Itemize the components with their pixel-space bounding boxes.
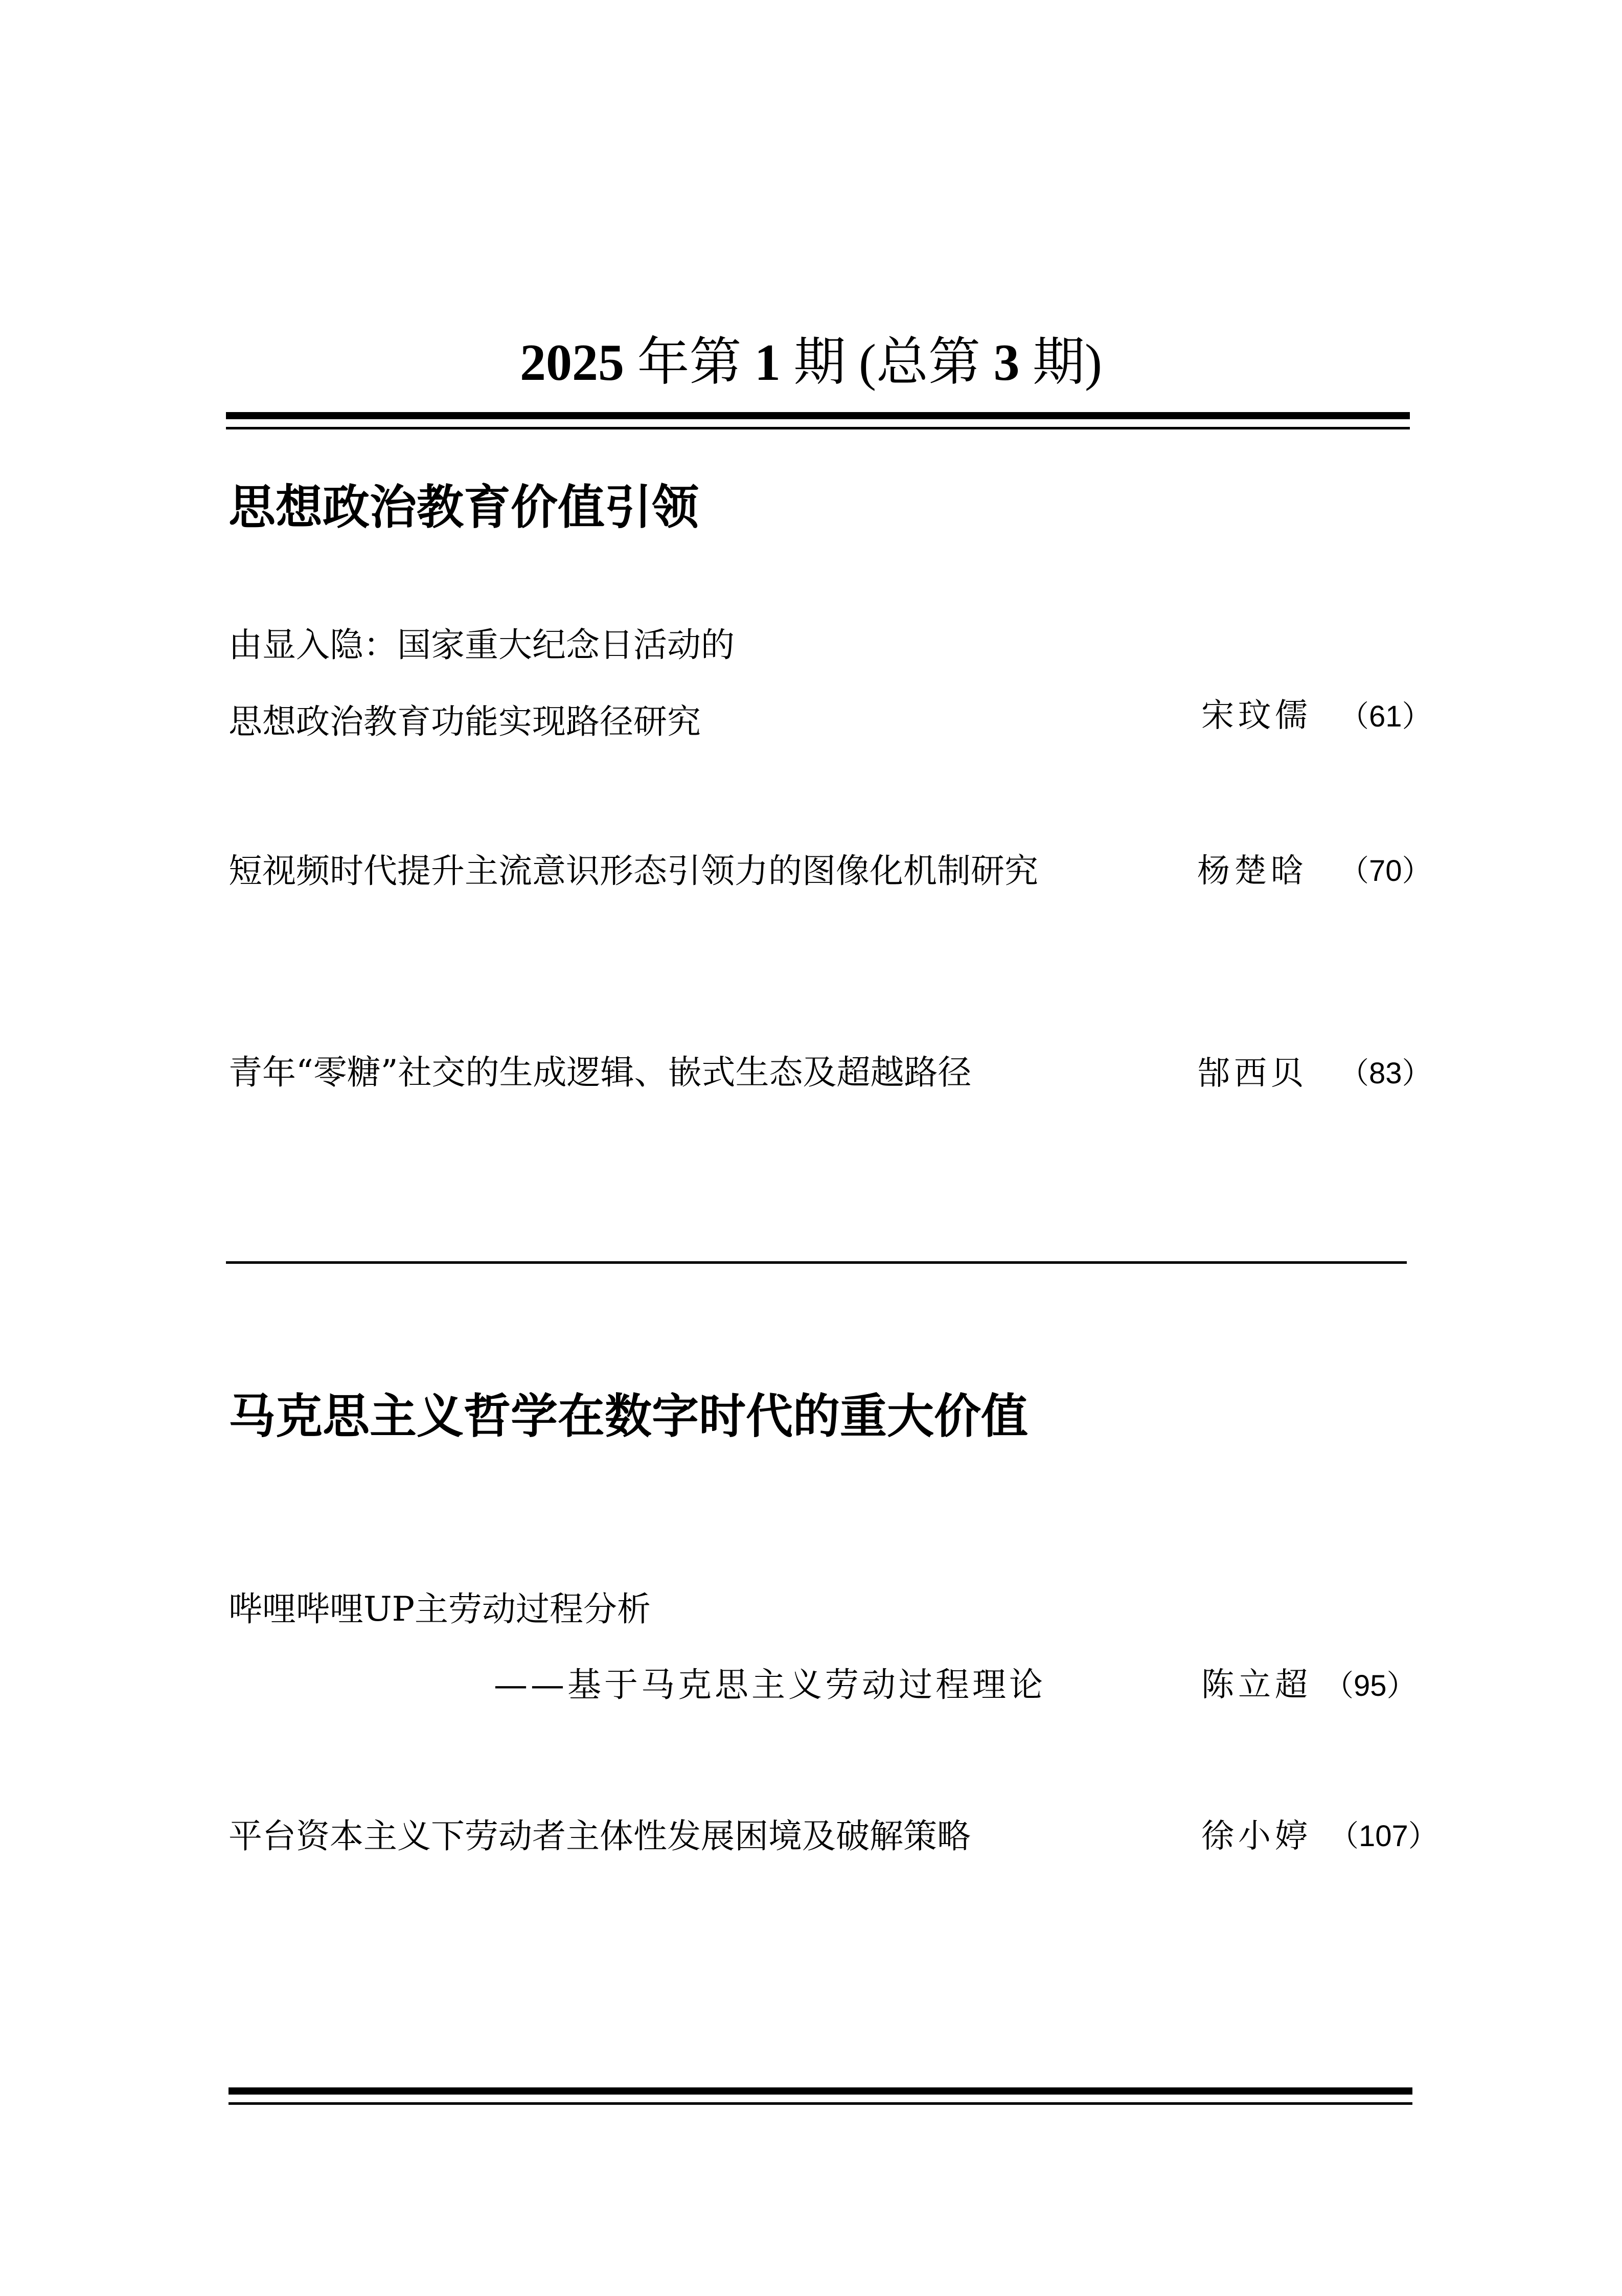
entry-title: 短视频时代提升主流意识形态引领力的图像化机制研究 xyxy=(229,851,1038,891)
issue-total: 3 xyxy=(993,334,1020,392)
section-heading: 马克思主义哲学在数字时代的重大价值 xyxy=(229,1389,1029,1444)
entry-page: （61） xyxy=(1339,700,1432,733)
bottom-rule-thin xyxy=(229,2102,1412,2105)
entry-page: （95） xyxy=(1324,1669,1417,1702)
bottom-rule-thick xyxy=(229,2087,1412,2095)
entry-title: 平台资本主义下劳动者主体性发展困境及破解策略 xyxy=(229,1816,971,1856)
issue-title xyxy=(0,332,1622,394)
section-divider xyxy=(226,1261,1407,1264)
top-rule-thin xyxy=(226,427,1410,429)
entry-subtitle: ——基于马克思主义劳动过程理论 xyxy=(494,1665,1046,1704)
entry-title: 青年“零糖”社交的生成逻辑、嵌式生态及超越路径 xyxy=(229,1053,972,1092)
issue-total-suffix: 期) xyxy=(1019,334,1102,392)
entry-title: 思想政治教育功能实现路径研究 xyxy=(229,702,701,741)
section-heading: 思想政治教育价值引领 xyxy=(229,480,699,535)
entry-title: 由显入隐：国家重大纪念日活动的 xyxy=(229,625,735,665)
entry-author: 徐小婷 xyxy=(1201,1817,1312,1855)
issue-year: 2025 xyxy=(520,334,625,392)
issue-number: 1 xyxy=(755,334,781,392)
entry-author: 杨楚晗 xyxy=(1197,852,1308,890)
issue-year-suffix: 年第 xyxy=(624,334,755,392)
issue-total-prefix: (总第 xyxy=(859,334,994,392)
issue-number-suffix: 期 xyxy=(781,334,859,392)
entry-author: 郜西贝 xyxy=(1197,1055,1308,1093)
entry-page: （70） xyxy=(1339,854,1432,888)
entry-title: 哔哩哔哩UP主劳动过程分析 xyxy=(229,1589,651,1629)
entry-author: 陈立超 xyxy=(1201,1666,1312,1704)
top-rule-thick xyxy=(226,412,1410,419)
entry-page: （107） xyxy=(1329,1820,1438,1853)
entry-page: （83） xyxy=(1339,1057,1432,1090)
entry-author: 宋玟儒 xyxy=(1201,697,1312,735)
